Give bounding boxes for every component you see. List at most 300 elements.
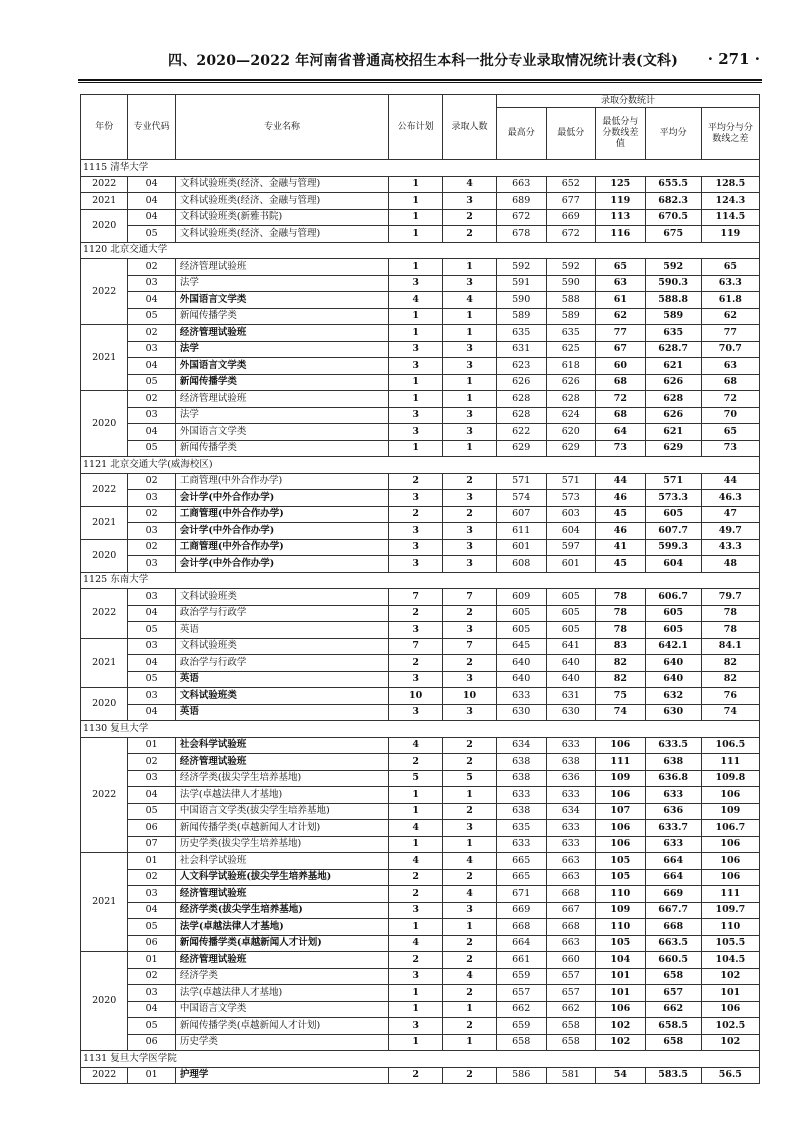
cell-admitted: 3 bbox=[443, 407, 497, 424]
cell-avg: 668 bbox=[645, 919, 701, 936]
cell-min-diff: 83 bbox=[596, 638, 646, 655]
table-row bbox=[81, 671, 760, 688]
cell-min-diff: 106 bbox=[596, 836, 646, 853]
cell-admitted: 5 bbox=[443, 770, 497, 787]
cell-avg: 590.3 bbox=[645, 275, 701, 292]
cell-major: 法学 bbox=[175, 407, 388, 424]
cell-avg: 606.7 bbox=[645, 589, 701, 606]
cell-max: 623 bbox=[496, 358, 546, 375]
table-row bbox=[81, 935, 760, 952]
cell-major: 经济管理试验班 bbox=[175, 952, 388, 969]
cell-code: 02 bbox=[128, 473, 175, 490]
cell-max: 668 bbox=[496, 919, 546, 936]
table-row bbox=[81, 919, 760, 936]
cell-min: 592 bbox=[546, 259, 596, 276]
cell-year: 2021 bbox=[81, 325, 128, 391]
cell-avg: 589 bbox=[645, 308, 701, 325]
school-name: 1131 复旦大学医学院 bbox=[81, 1051, 760, 1068]
cell-code: 03 bbox=[128, 275, 175, 292]
cell-avg: 638 bbox=[645, 754, 701, 771]
cell-plan: 1 bbox=[389, 1034, 443, 1051]
cell-min: 604 bbox=[546, 523, 596, 540]
cell-max: 633 bbox=[496, 688, 546, 705]
cell-major: 经济管理试验班 bbox=[175, 391, 388, 408]
cell-code: 05 bbox=[128, 803, 175, 820]
cell-admitted: 3 bbox=[443, 556, 497, 573]
cell-min-diff: 72 bbox=[596, 391, 646, 408]
cell-max: 609 bbox=[496, 589, 546, 606]
cell-code: 03 bbox=[128, 523, 175, 540]
cell-admitted: 3 bbox=[443, 622, 497, 639]
table-row bbox=[81, 803, 760, 820]
cell-min: 660 bbox=[546, 952, 596, 969]
cell-min-diff: 125 bbox=[596, 176, 646, 193]
table-row bbox=[81, 176, 760, 193]
cell-max: 628 bbox=[496, 407, 546, 424]
cell-plan: 1 bbox=[389, 803, 443, 820]
cell-code: 01 bbox=[128, 737, 175, 754]
school-row bbox=[81, 721, 760, 738]
cell-code: 03 bbox=[128, 589, 175, 606]
cell-max: 592 bbox=[496, 259, 546, 276]
cell-min-diff: 73 bbox=[596, 440, 646, 457]
cell-admitted: 3 bbox=[443, 902, 497, 919]
cell-avg-diff: 76 bbox=[701, 688, 759, 705]
cell-min-diff: 109 bbox=[596, 902, 646, 919]
table-row bbox=[81, 424, 760, 441]
cell-code: 04 bbox=[128, 704, 175, 721]
cell-major: 社会科学试验班 bbox=[175, 737, 388, 754]
cell-min-diff: 106 bbox=[596, 737, 646, 754]
cell-major: 政治学与行政学 bbox=[175, 605, 388, 622]
cell-plan: 4 bbox=[389, 853, 443, 870]
cell-major: 法学(卓越法律人才基地) bbox=[175, 919, 388, 936]
table-row bbox=[81, 638, 760, 655]
cell-major: 经济学类 bbox=[175, 968, 388, 985]
cell-avg: 664 bbox=[645, 853, 701, 870]
cell-avg: 642.1 bbox=[645, 638, 701, 655]
cell-max: 638 bbox=[496, 803, 546, 820]
cell-plan: 3 bbox=[389, 671, 443, 688]
cell-min-diff: 77 bbox=[596, 325, 646, 342]
cell-max: 671 bbox=[496, 886, 546, 903]
cell-code: 03 bbox=[128, 886, 175, 903]
cell-admitted: 3 bbox=[443, 358, 497, 375]
cell-min: 638 bbox=[546, 754, 596, 771]
cell-avg: 663.5 bbox=[645, 935, 701, 952]
cell-code: 03 bbox=[128, 688, 175, 705]
table-row bbox=[81, 853, 760, 870]
cell-avg: 629 bbox=[645, 440, 701, 457]
cell-min-diff: 82 bbox=[596, 671, 646, 688]
cell-code: 05 bbox=[128, 671, 175, 688]
cell-major: 文科试验班类 bbox=[175, 589, 388, 606]
table-row bbox=[81, 902, 760, 919]
cell-avg-diff: 74 bbox=[701, 704, 759, 721]
cell-min: 633 bbox=[546, 737, 596, 754]
cell-plan: 4 bbox=[389, 737, 443, 754]
cell-min: 624 bbox=[546, 407, 596, 424]
cell-year: 2021 bbox=[81, 853, 128, 952]
cell-major: 外国语言文学类 bbox=[175, 358, 388, 375]
cell-major: 文科试验班类(经济、金融与管理) bbox=[175, 193, 388, 210]
cell-major: 文科试验班类 bbox=[175, 638, 388, 655]
cell-max: 628 bbox=[496, 391, 546, 408]
school-name: 1120 北京交通大学 bbox=[81, 242, 760, 259]
cell-min-diff: 106 bbox=[596, 820, 646, 837]
cell-avg: 658.5 bbox=[645, 1018, 701, 1035]
cell-admitted: 2 bbox=[443, 935, 497, 952]
cell-min-diff: 110 bbox=[596, 919, 646, 936]
cell-major: 护理学 bbox=[175, 1067, 388, 1084]
cell-code: 06 bbox=[128, 1034, 175, 1051]
cell-admitted: 1 bbox=[443, 1001, 497, 1018]
cell-plan: 4 bbox=[389, 820, 443, 837]
cell-code: 05 bbox=[128, 1018, 175, 1035]
cell-major: 英语 bbox=[175, 671, 388, 688]
cell-admitted: 1 bbox=[443, 440, 497, 457]
cell-min: 658 bbox=[546, 1034, 596, 1051]
cell-major: 经济管理试验班 bbox=[175, 259, 388, 276]
cell-min-diff: 78 bbox=[596, 622, 646, 639]
cell-major: 法学 bbox=[175, 275, 388, 292]
cell-max: 586 bbox=[496, 1067, 546, 1084]
cell-admitted: 2 bbox=[443, 605, 497, 622]
cell-plan: 3 bbox=[389, 902, 443, 919]
cell-admitted: 2 bbox=[443, 1067, 497, 1084]
cell-plan: 1 bbox=[389, 226, 443, 243]
cell-plan: 2 bbox=[389, 473, 443, 490]
cell-avg: 628 bbox=[645, 391, 701, 408]
cell-avg-diff: 61.8 bbox=[701, 292, 759, 309]
cell-min: 633 bbox=[546, 836, 596, 853]
cell-plan: 3 bbox=[389, 407, 443, 424]
cell-code: 07 bbox=[128, 836, 175, 853]
cell-max: 631 bbox=[496, 341, 546, 358]
table-row bbox=[81, 886, 760, 903]
cell-max: 659 bbox=[496, 1018, 546, 1035]
cell-avg: 667.7 bbox=[645, 902, 701, 919]
cell-min-diff: 74 bbox=[596, 704, 646, 721]
cell-avg-diff: 65 bbox=[701, 259, 759, 276]
cell-major: 经济学类(拔尖学生培养基地) bbox=[175, 902, 388, 919]
cell-admitted: 2 bbox=[443, 655, 497, 672]
table-row bbox=[81, 589, 760, 606]
cell-plan: 3 bbox=[389, 275, 443, 292]
cell-min-diff: 82 bbox=[596, 655, 646, 672]
cell-min-diff: 45 bbox=[596, 506, 646, 523]
cell-min-diff: 102 bbox=[596, 1034, 646, 1051]
cell-min: 571 bbox=[546, 473, 596, 490]
cell-major: 工商管理(中外合作办学) bbox=[175, 506, 388, 523]
page-number: · 271 · bbox=[707, 50, 760, 68]
cell-plan: 7 bbox=[389, 589, 443, 606]
table-row bbox=[81, 655, 760, 672]
cell-code: 04 bbox=[128, 292, 175, 309]
cell-year: 2020 bbox=[81, 952, 128, 1051]
cell-min: 620 bbox=[546, 424, 596, 441]
cell-year: 2021 bbox=[81, 506, 128, 539]
cell-admitted: 4 bbox=[443, 292, 497, 309]
cell-avg-diff: 109.7 bbox=[701, 902, 759, 919]
cell-major: 会计学(中外合作办学) bbox=[175, 523, 388, 540]
cell-avg: 588.8 bbox=[645, 292, 701, 309]
table-row bbox=[81, 407, 760, 424]
cell-max: 611 bbox=[496, 523, 546, 540]
cell-plan: 1 bbox=[389, 176, 443, 193]
cell-year: 2020 bbox=[81, 209, 128, 242]
cell-min: 605 bbox=[546, 605, 596, 622]
table-row bbox=[81, 226, 760, 243]
cell-admitted: 3 bbox=[443, 523, 497, 540]
col-min: 最低分 bbox=[546, 108, 596, 160]
cell-major: 新闻传播学类(卓越新闻人才计划) bbox=[175, 935, 388, 952]
cell-major: 法学(卓越法律人才基地) bbox=[175, 787, 388, 804]
cell-admitted: 7 bbox=[443, 638, 497, 655]
cell-avg-diff: 109 bbox=[701, 803, 759, 820]
cell-admitted: 2 bbox=[443, 754, 497, 771]
cell-plan: 3 bbox=[389, 490, 443, 507]
cell-min: 626 bbox=[546, 374, 596, 391]
cell-avg: 605 bbox=[645, 622, 701, 639]
cell-major: 新闻传播学类 bbox=[175, 440, 388, 457]
cell-major: 经济管理试验班 bbox=[175, 754, 388, 771]
cell-avg-diff: 104.5 bbox=[701, 952, 759, 969]
cell-min-diff: 45 bbox=[596, 556, 646, 573]
cell-plan: 2 bbox=[389, 655, 443, 672]
cell-admitted: 2 bbox=[443, 952, 497, 969]
cell-major: 政治学与行政学 bbox=[175, 655, 388, 672]
cell-avg: 633.5 bbox=[645, 737, 701, 754]
cell-admitted: 3 bbox=[443, 193, 497, 210]
cell-avg-diff: 56.5 bbox=[701, 1067, 759, 1084]
cell-plan: 4 bbox=[389, 935, 443, 952]
table-row bbox=[81, 704, 760, 721]
cell-avg: 628.7 bbox=[645, 341, 701, 358]
cell-admitted: 3 bbox=[443, 424, 497, 441]
cell-major: 经济学类(拔尖学生培养基地) bbox=[175, 770, 388, 787]
cell-min: 652 bbox=[546, 176, 596, 193]
cell-avg: 670.5 bbox=[645, 209, 701, 226]
cell-max: 605 bbox=[496, 622, 546, 639]
cell-year: 2022 bbox=[81, 589, 128, 639]
cell-avg: 626 bbox=[645, 407, 701, 424]
cell-min: 672 bbox=[546, 226, 596, 243]
cell-code: 04 bbox=[128, 902, 175, 919]
cell-avg-diff: 114.5 bbox=[701, 209, 759, 226]
cell-min: 618 bbox=[546, 358, 596, 375]
cell-avg-diff: 63 bbox=[701, 358, 759, 375]
cell-code: 01 bbox=[128, 853, 175, 870]
cell-admitted: 2 bbox=[443, 209, 497, 226]
cell-avg-diff: 102.5 bbox=[701, 1018, 759, 1035]
cell-plan: 3 bbox=[389, 1018, 443, 1035]
cell-code: 03 bbox=[128, 490, 175, 507]
cell-max: 574 bbox=[496, 490, 546, 507]
cell-min-diff: 107 bbox=[596, 803, 646, 820]
cell-avg-diff: 106 bbox=[701, 787, 759, 804]
cell-admitted: 1 bbox=[443, 836, 497, 853]
cell-min: 628 bbox=[546, 391, 596, 408]
table-row bbox=[81, 1001, 760, 1018]
cell-min: 603 bbox=[546, 506, 596, 523]
cell-min-diff: 101 bbox=[596, 985, 646, 1002]
cell-admitted: 1 bbox=[443, 374, 497, 391]
cell-major: 新闻传播学类(卓越新闻人才计划) bbox=[175, 820, 388, 837]
cell-major: 文科试验班类(经济、金融与管理) bbox=[175, 226, 388, 243]
cell-min-diff: 104 bbox=[596, 952, 646, 969]
table-row bbox=[81, 952, 760, 969]
cell-avg-diff: 43.3 bbox=[701, 539, 759, 556]
cell-avg: 605 bbox=[645, 605, 701, 622]
cell-major: 外国语言文学类 bbox=[175, 424, 388, 441]
cell-code: 02 bbox=[128, 869, 175, 886]
cell-admitted: 7 bbox=[443, 589, 497, 606]
cell-max: 678 bbox=[496, 226, 546, 243]
admission-stats-table bbox=[80, 94, 760, 1084]
cell-avg-diff: 79.7 bbox=[701, 589, 759, 606]
cell-avg-diff: 48 bbox=[701, 556, 759, 573]
table-row bbox=[81, 622, 760, 639]
cell-avg-diff: 44 bbox=[701, 473, 759, 490]
cell-min-diff: 113 bbox=[596, 209, 646, 226]
cell-avg-diff: 128.5 bbox=[701, 176, 759, 193]
cell-max: 622 bbox=[496, 424, 546, 441]
cell-min-diff: 63 bbox=[596, 275, 646, 292]
cell-admitted: 3 bbox=[443, 539, 497, 556]
cell-min: 589 bbox=[546, 308, 596, 325]
table-row bbox=[81, 968, 760, 985]
cell-avg: 592 bbox=[645, 259, 701, 276]
cell-plan: 1 bbox=[389, 836, 443, 853]
col-year: 年份 bbox=[81, 95, 128, 160]
cell-code: 04 bbox=[128, 193, 175, 210]
cell-min: 667 bbox=[546, 902, 596, 919]
cell-admitted: 4 bbox=[443, 176, 497, 193]
cell-year: 2020 bbox=[81, 391, 128, 457]
cell-plan: 3 bbox=[389, 622, 443, 639]
cell-code: 04 bbox=[128, 209, 175, 226]
cell-min: 635 bbox=[546, 325, 596, 342]
cell-admitted: 1 bbox=[443, 308, 497, 325]
cell-min-diff: 101 bbox=[596, 968, 646, 985]
cell-admitted: 2 bbox=[443, 1018, 497, 1035]
table-row bbox=[81, 374, 760, 391]
cell-admitted: 1 bbox=[443, 325, 497, 342]
cell-code: 05 bbox=[128, 374, 175, 391]
cell-min: 633 bbox=[546, 787, 596, 804]
table-row bbox=[81, 325, 760, 342]
cell-plan: 7 bbox=[389, 638, 443, 655]
cell-max: 664 bbox=[496, 935, 546, 952]
cell-max: 589 bbox=[496, 308, 546, 325]
table-row bbox=[81, 985, 760, 1002]
school-name: 1125 东南大学 bbox=[81, 572, 760, 589]
cell-min-diff: 105 bbox=[596, 853, 646, 870]
cell-code: 04 bbox=[128, 787, 175, 804]
cell-plan: 1 bbox=[389, 919, 443, 936]
cell-min: 634 bbox=[546, 803, 596, 820]
cell-min: 588 bbox=[546, 292, 596, 309]
cell-max: 626 bbox=[496, 374, 546, 391]
school-name: 1130 复旦大学 bbox=[81, 721, 760, 738]
cell-code: 03 bbox=[128, 638, 175, 655]
school-row bbox=[81, 242, 760, 259]
cell-max: 669 bbox=[496, 902, 546, 919]
cell-avg-diff: 84.1 bbox=[701, 638, 759, 655]
cell-min-diff: 41 bbox=[596, 539, 646, 556]
cell-avg-diff: 106 bbox=[701, 836, 759, 853]
header-rule-thin bbox=[78, 82, 762, 83]
cell-min: 597 bbox=[546, 539, 596, 556]
cell-plan: 2 bbox=[389, 754, 443, 771]
cell-avg: 636.8 bbox=[645, 770, 701, 787]
cell-plan: 4 bbox=[389, 292, 443, 309]
cell-year: 2022 bbox=[81, 737, 128, 853]
cell-min-diff: 67 bbox=[596, 341, 646, 358]
cell-major: 英语 bbox=[175, 704, 388, 721]
cell-avg: 658 bbox=[645, 968, 701, 985]
cell-min: 573 bbox=[546, 490, 596, 507]
cell-avg: 607.7 bbox=[645, 523, 701, 540]
cell-admitted: 3 bbox=[443, 490, 497, 507]
cell-major: 中国语言文学类(拔尖学生培养基地) bbox=[175, 803, 388, 820]
table-row bbox=[81, 836, 760, 853]
cell-code: 05 bbox=[128, 622, 175, 639]
cell-major: 经济管理试验班 bbox=[175, 325, 388, 342]
school-name: 1115 清华大学 bbox=[81, 160, 760, 177]
cell-year: 2022 bbox=[81, 473, 128, 506]
cell-avg-diff: 111 bbox=[701, 754, 759, 771]
cell-avg-diff: 102 bbox=[701, 968, 759, 985]
cell-max: 672 bbox=[496, 209, 546, 226]
cell-major: 历史学类 bbox=[175, 1034, 388, 1051]
cell-avg: 682.3 bbox=[645, 193, 701, 210]
cell-major: 会计学(中外合作办学) bbox=[175, 556, 388, 573]
cell-plan: 1 bbox=[389, 259, 443, 276]
cell-avg-diff: 110 bbox=[701, 919, 759, 936]
cell-code: 04 bbox=[128, 176, 175, 193]
cell-min: 657 bbox=[546, 985, 596, 1002]
cell-min: 658 bbox=[546, 1018, 596, 1035]
cell-min-diff: 68 bbox=[596, 374, 646, 391]
cell-admitted: 2 bbox=[443, 473, 497, 490]
cell-avg: 621 bbox=[645, 358, 701, 375]
cell-max: 630 bbox=[496, 704, 546, 721]
cell-min: 590 bbox=[546, 275, 596, 292]
cell-min-diff: 60 bbox=[596, 358, 646, 375]
cell-avg: 635 bbox=[645, 325, 701, 342]
cell-max: 638 bbox=[496, 754, 546, 771]
cell-avg: 657 bbox=[645, 985, 701, 1002]
cell-avg-diff: 109.8 bbox=[701, 770, 759, 787]
cell-avg: 636 bbox=[645, 803, 701, 820]
cell-avg: 583.5 bbox=[645, 1067, 701, 1084]
cell-max: 634 bbox=[496, 737, 546, 754]
table-row bbox=[81, 539, 760, 556]
cell-admitted: 3 bbox=[443, 275, 497, 292]
cell-plan: 3 bbox=[389, 968, 443, 985]
cell-min-diff: 105 bbox=[596, 935, 646, 952]
cell-plan: 2 bbox=[389, 1067, 443, 1084]
cell-min: 640 bbox=[546, 655, 596, 672]
cell-code: 02 bbox=[128, 259, 175, 276]
cell-code: 03 bbox=[128, 985, 175, 1002]
cell-admitted: 2 bbox=[443, 869, 497, 886]
cell-plan: 1 bbox=[389, 325, 443, 342]
cell-avg-diff: 72 bbox=[701, 391, 759, 408]
col-avg-diff: 平均分与分数线之差 bbox=[701, 108, 759, 160]
